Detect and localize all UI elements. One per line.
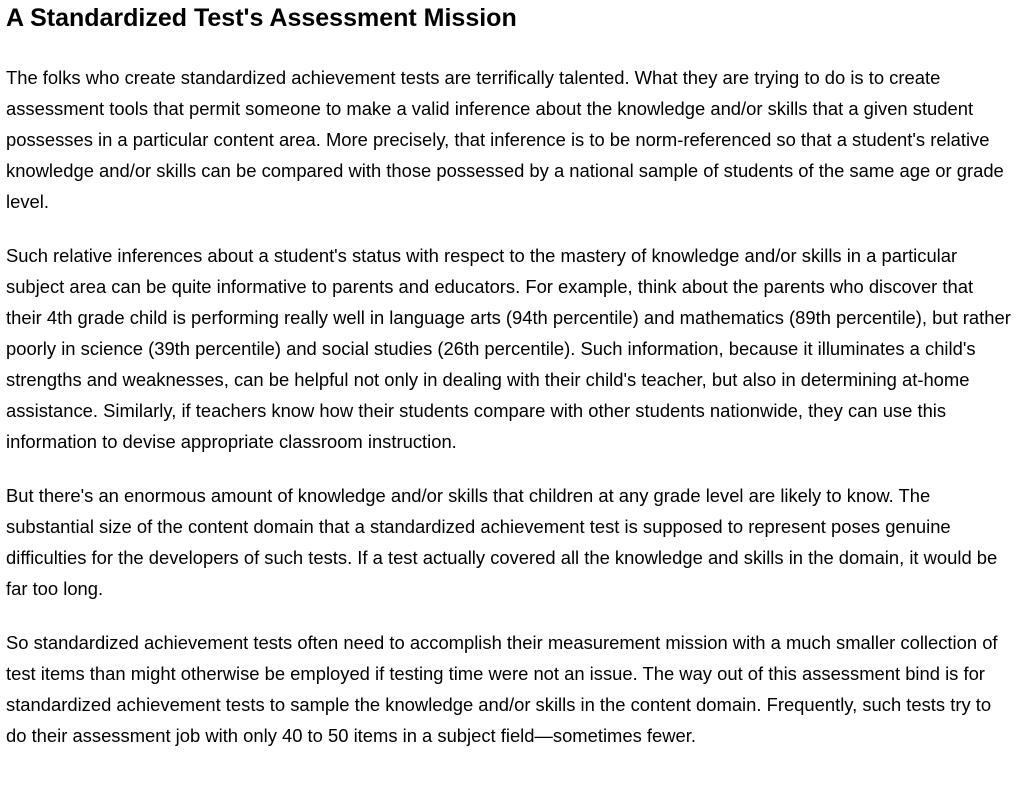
article-paragraph-1: The folks who create standardized achievement tests are terrifically talented. What they are trying to do is to create assessment tools that permit someone to make a valid inference about the knowledge and/or skills that a given student possesses in a particular content area. More precisely, that inference is to be norm-referenced so that a student's relative knowledge and/or skills can be compared with those possessed by a national sample of students of the same age or grade level.: [6, 67, 1004, 212]
article-paragraph-2: Such relative inferences about a student's status with respect to the mastery of knowledge and/or skills in a particular subject area can be quite informative to parents and educators. For example, think about the parents who discover that their 4th grade child is performing really well in language arts (94th percentile) and mathematics (89th percentile), but rather poorly in science (39th percentile) and social studies (26th percentile). Such information, because it illuminates a child's strengths and weaknesses, can be helpful not only in dealing with their child's teacher, but also in determining at-home assistance. Similarly, if teachers know how their students compare with other students nationwide, they can use this information to devise appropriate classroom instruction.: [6, 245, 1011, 452]
article-paragraph-4: So standardized achievement tests often need to accomplish their measurement mission with a much smaller collection of test items than might otherwise be employed if testing time were not an issue. The way out of this assessment bind is for standardized achievement tests to sample the knowledge and/or skills in the content domain. Frequently, such tests try to do their assessment job with only 40 to 50 items in a subject field—sometimes fewer.: [6, 632, 998, 746]
article-paragraph-3: But there's an enormous amount of knowledge and/or skills that children at any grade level are likely to know. The substantial size of the content domain that a standardized achievement test is supposed to represent poses genuine difficulties for the developers of such tests. If a test actually covered all the knowledge and skills in the domain, it would be far too long.: [6, 485, 998, 599]
article-title: A Standardized Test's Assessment Mission: [6, 4, 517, 32]
